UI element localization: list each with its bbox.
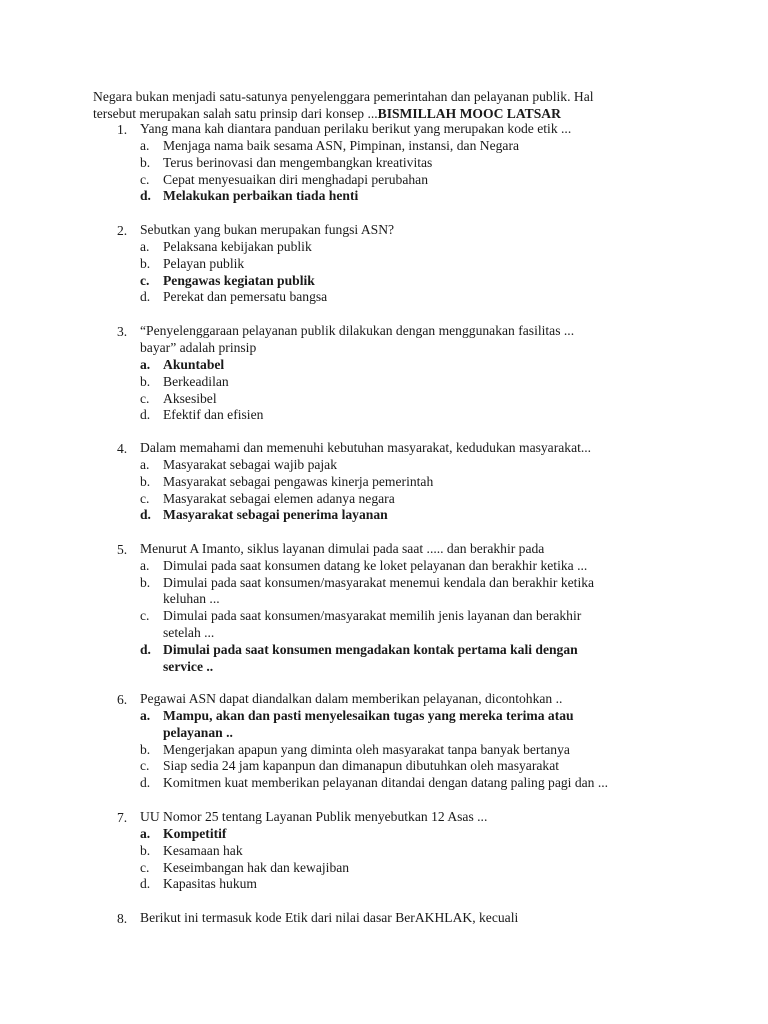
option-letter: d.: [140, 407, 151, 423]
question-number: 7.: [117, 810, 128, 825]
option-text: Pelayan publik: [163, 255, 245, 271]
option-letter: d.: [140, 876, 151, 892]
option-letter: c.: [140, 272, 150, 288]
option-letter: c.: [140, 758, 150, 774]
question-text: UU Nomor 25 tentang Layanan Publik menyebutkan 12 Asas ...: [140, 809, 488, 824]
question-text: Pegawai ASN dapat diandalkan dalam memberikan pelayanan, dicontohkan ..: [140, 691, 563, 706]
intro-bold-title: BISMILLAH MOOC LATSAR: [377, 106, 561, 121]
option-text: Pengawas kegiatan publik: [163, 272, 315, 288]
option-text: Berkeadilan: [163, 373, 229, 389]
option-letter: a.: [140, 708, 151, 723]
option-text: Masyarakat sebagai wajib pajak: [163, 457, 338, 472]
option-text: Dimulai pada saat konsumen/masyarakat menemui kendala dan berakhir ketika keluhan ...: [163, 574, 595, 607]
option-letter: d.: [140, 507, 151, 523]
option-letter: b.: [140, 373, 151, 389]
option-letter: d.: [140, 188, 151, 204]
option-text: Masyarakat sebagai elemen adanya negara: [163, 490, 395, 506]
option-letter: a.: [140, 457, 150, 472]
question-text: Dalam memahami dan memenuhi kebutuhan masyarakat, kedudukan masyarakat...: [140, 440, 592, 455]
option-text: Kapasitas hukum: [163, 876, 258, 892]
option-letter: b.: [140, 154, 151, 170]
option-letter: d.: [140, 642, 151, 657]
option-text: Masyarakat sebagai penerima layanan: [163, 507, 388, 523]
option-text: Kesamaan hak: [163, 842, 243, 858]
question-number: 3.: [117, 324, 128, 339]
option-text: Terus berinovasi dan mengembangkan kreativitas: [163, 154, 433, 170]
question-number: 4.: [117, 441, 128, 456]
intro-paragraph: [93, 88, 693, 122]
question-text: Yang mana kah diantara panduan perilaku berikut yang merupakan kode etik ...: [140, 121, 572, 136]
option-letter: a.: [140, 826, 151, 841]
option-letter: a.: [140, 558, 150, 573]
option-text: Keseimbangan hak dan kewajiban: [163, 859, 350, 875]
intro-line-1: Negara bukan menjadi satu-satunya penyelenggara pemerintahan dan pelayanan publik. Hal: [93, 89, 594, 104]
question-text: Berikut ini termasuk kode Etik dari nilai dasar BerAKHLAK, kecuali: [140, 910, 519, 925]
option-text: Mampu, akan dan pasti menyelesaikan tugas yang mereka terima atau pelayanan ..: [163, 708, 574, 740]
option-text: Aksesibel: [163, 390, 217, 406]
option-text: Dimulai pada saat konsumen/masyarakat memilih jenis layanan dan berakhir setelah ...: [163, 608, 582, 640]
question-number: 5.: [117, 542, 128, 557]
option-text: Dimulai pada saat konsumen mengadakan kontak pertama kali dengan service ..: [163, 642, 578, 674]
intro-line-2: [93, 105, 693, 122]
option-letter: a.: [140, 239, 150, 254]
option-letter: c.: [140, 608, 150, 624]
option-letter: b.: [140, 741, 151, 757]
option-text: Cepat menyesuaikan diri menghadapi perubahan: [163, 171, 428, 187]
option-text: Siap sedia 24 jam kapanpun dan dimanapun dibutuhkan oleh masyarakat: [163, 758, 560, 774]
option-text: Masyarakat sebagai pengawas kinerja pemerintah: [163, 473, 434, 489]
option-letter: d.: [140, 289, 151, 305]
option-letter: c.: [140, 390, 150, 406]
option-letter: c.: [140, 171, 150, 187]
option-text: Efektif dan efisien: [163, 407, 264, 423]
option-letter: a.: [140, 357, 151, 372]
option-letter: a.: [140, 138, 150, 153]
option-letter: b.: [140, 842, 151, 858]
question-text: Menurut A Imanto, siklus layanan dimulai pada saat ..... dan berakhir pada: [140, 541, 545, 556]
option-text: Melakukan perbaikan tiada henti: [163, 188, 359, 204]
question-number: 2.: [117, 223, 128, 238]
option-text: Pelaksana kebijakan publik: [163, 239, 312, 254]
option-letter: d.: [140, 775, 151, 791]
question-text: “Penyelenggaraan pelayanan publik dilakukan dengan menggunakan fasilitas ... bayar” adalah prinsip: [140, 323, 575, 355]
option-letter: c.: [140, 859, 150, 875]
option-letter: c.: [140, 490, 150, 506]
option-text: Menjaga nama baik sesama ASN, Pimpinan, instansi, dan Negara: [163, 138, 519, 153]
question-number: 1.: [117, 122, 128, 137]
option-text: Kompetitif: [163, 826, 227, 841]
question-number: 8.: [117, 911, 128, 926]
question-text: Sebutkan yang bukan merupakan fungsi ASN?: [140, 222, 395, 237]
option-text: Akuntabel: [163, 357, 225, 372]
option-text: Mengerjakan apapun yang diminta oleh masyarakat tanpa banyak bertanya: [163, 741, 570, 757]
option-letter: b.: [140, 473, 151, 489]
option-text: Komitmen kuat memberikan pelayanan ditandai dengan datang paling pagi dan ...: [163, 775, 609, 791]
question-number: 6.: [117, 692, 128, 707]
option-letter: b.: [140, 574, 151, 590]
intro-line-2-text: tersebut merupakan salah satu prinsip dari konsep ...: [93, 106, 378, 121]
option-text: Dimulai pada saat konsumen datang ke loket pelayanan dan berakhir ketika ...: [163, 558, 588, 573]
option-letter: b.: [140, 255, 151, 271]
option-text: Perekat dan pemersatu bangsa: [163, 289, 328, 305]
